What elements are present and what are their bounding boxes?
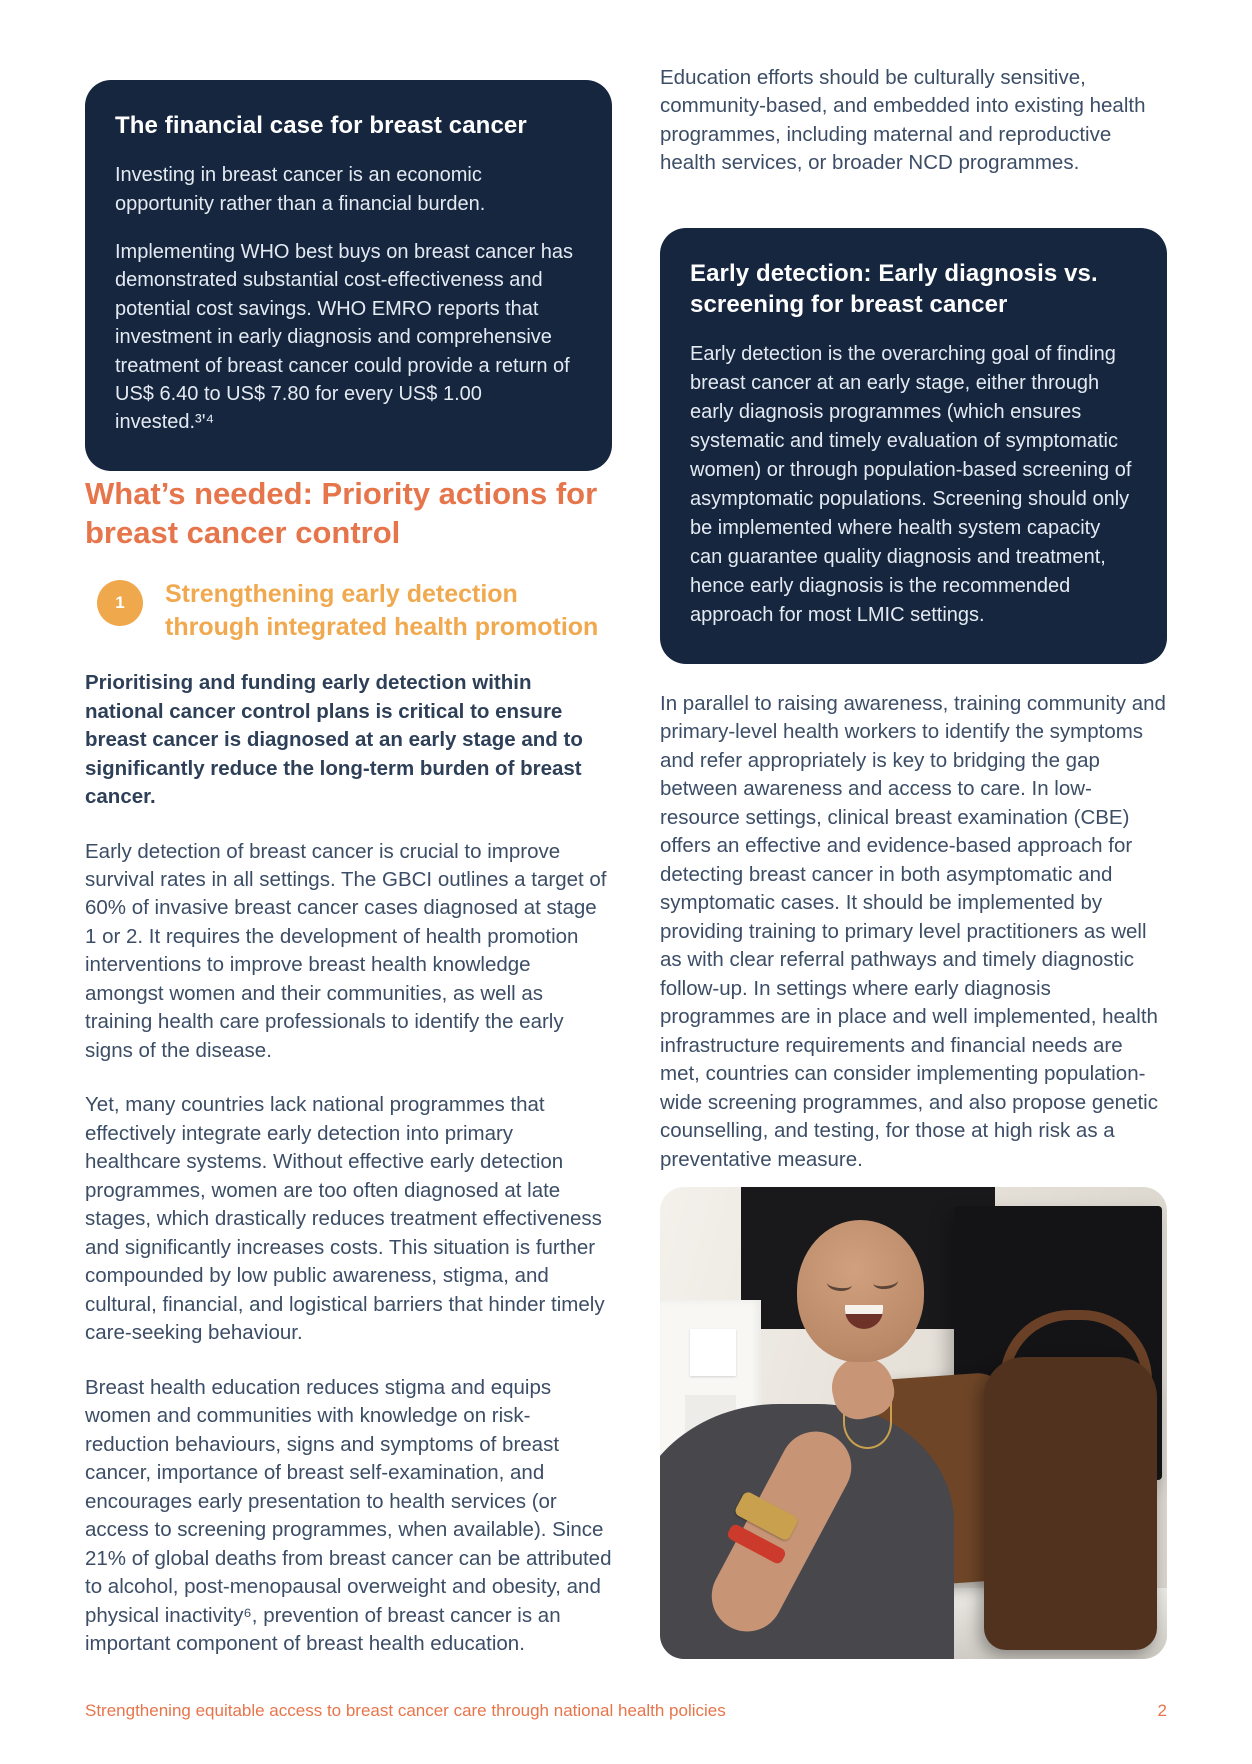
priority-item-1 (85, 578, 612, 643)
section-heading: What’s needed: Priority actions for breast cancer control (85, 476, 598, 551)
early-detection-box-body: Early detection is the overarching goal of finding breast cancer at an early stage, either through early diagnosis programmes (which ensures systematic and timely evaluation of symptomatic women) or through population-based screening of asymptomatic populations. Screening should only be implemented where health system capacity can guarantee quality diagnosis and treatment, hence early diagnosis is the recommended approach for most LMIC settings. (690, 343, 1132, 627)
body-paragraph: Early detection of breast cancer is crucial to improve survival rates in all settings. The GBCI outlines a target of 60% of invasive breast cancer cases diagnosed at stage 1 or 2. It requires the development of health promotion interventions to improve breast health knowledge amongst women and their communities, as well as training health care professionals to identify the early signs of the disease. (85, 839, 607, 1062)
photo-leather-bag (984, 1357, 1156, 1650)
financial-case-title: The financial case for breast cancer (115, 112, 527, 139)
priority-number-badge: 1 (97, 580, 143, 626)
education-intro-paragraph: Education efforts should be culturally sensitive, community-based, and embedded into existing health programmes, including maternal and reproductive health services, or broader NCD programmes. (660, 66, 1146, 175)
page-number: 2 (1157, 1701, 1167, 1720)
parallel-paragraph: In parallel to raising awareness, training community and primary-level health workers to identify the symptoms and refer appropriately is key to bridging the gap between awareness and access to care. In low-resource settings, clinical breast examination (CBE) offers an effective and evidence-based approach for detecting breast cancer in both asymptomatic and symptomatic cases. It should be implemented by providing training to primary level practitioners as well as with clear referral pathways and timely diagnostic follow-up. In settings where early diagnosis programmes are in place and well implemented, health infrastructure requirements and financial needs are met, countries can consider implementing population-wide screening programmes, and also propose genetic counselling, and testing, for those at high risk as a preventative measure. (660, 692, 1166, 1171)
photo-person-head (797, 1220, 924, 1362)
page-footer (85, 1700, 1167, 1722)
priority-item-title: Strengthening early detection through integrated health promotion (165, 580, 599, 641)
early-detection-box (660, 228, 1167, 664)
smiling-patient-photo (660, 1187, 1167, 1659)
lead-paragraph: Prioritising and funding early detection within national cancer control plans is critical to ensure breast cancer is diagnosed at an early stage and to significantly reduce the long-term burden of breast cancer. (85, 671, 583, 809)
photo-paper (690, 1329, 736, 1376)
financial-case-paragraph: Investing in breast cancer is an economic opportunity rather than a financial burden. (115, 164, 486, 215)
early-detection-box-title: Early detection: Early diagnosis vs. screening for breast cancer (690, 260, 1098, 319)
body-paragraph: Breast health education reduces stigma and equips women and communities with knowledge on risk-reduction behaviours, signs and symptoms of breast cancer, importance of breast self-examination, and encourages early presentation to health services (or access to screening programmes, when available). Since 21% of global deaths from breast cancer can be attributed to alcohol, post-menopausal overweight and obesity, and physical inactivity⁶, prevention of breast cancer is an important component of breast health education. (85, 1375, 612, 1656)
financial-case-paragraph: Implementing WHO best buys on breast cancer has demonstrated substantial cost-effectiveness and potential cost savings. WHO EMRO reports that investment in early diagnosis and comprehensive treatment of breast cancer could provide a return of US$ 6.40 to US$ 7.80 for every US$ 1.00 invested.³ʹ⁴ (115, 240, 573, 434)
footer-title: Strengthening equitable access to breast cancer care through national health policies (85, 1701, 726, 1720)
body-paragraph: Yet, many countries lack national programmes that effectively integrate early detection into primary healthcare systems. Without effective early detection programmes, women are too often diagnosed at late stages, which drastically reduces treatment effectiveness and significantly increases costs. This situation is further compounded by low public awareness, stigma, and cultural, financial, and logistical barriers that hinder timely care-seeking behaviour. (85, 1093, 605, 1345)
financial-case-box (85, 80, 612, 471)
left-column (85, 474, 612, 1685)
